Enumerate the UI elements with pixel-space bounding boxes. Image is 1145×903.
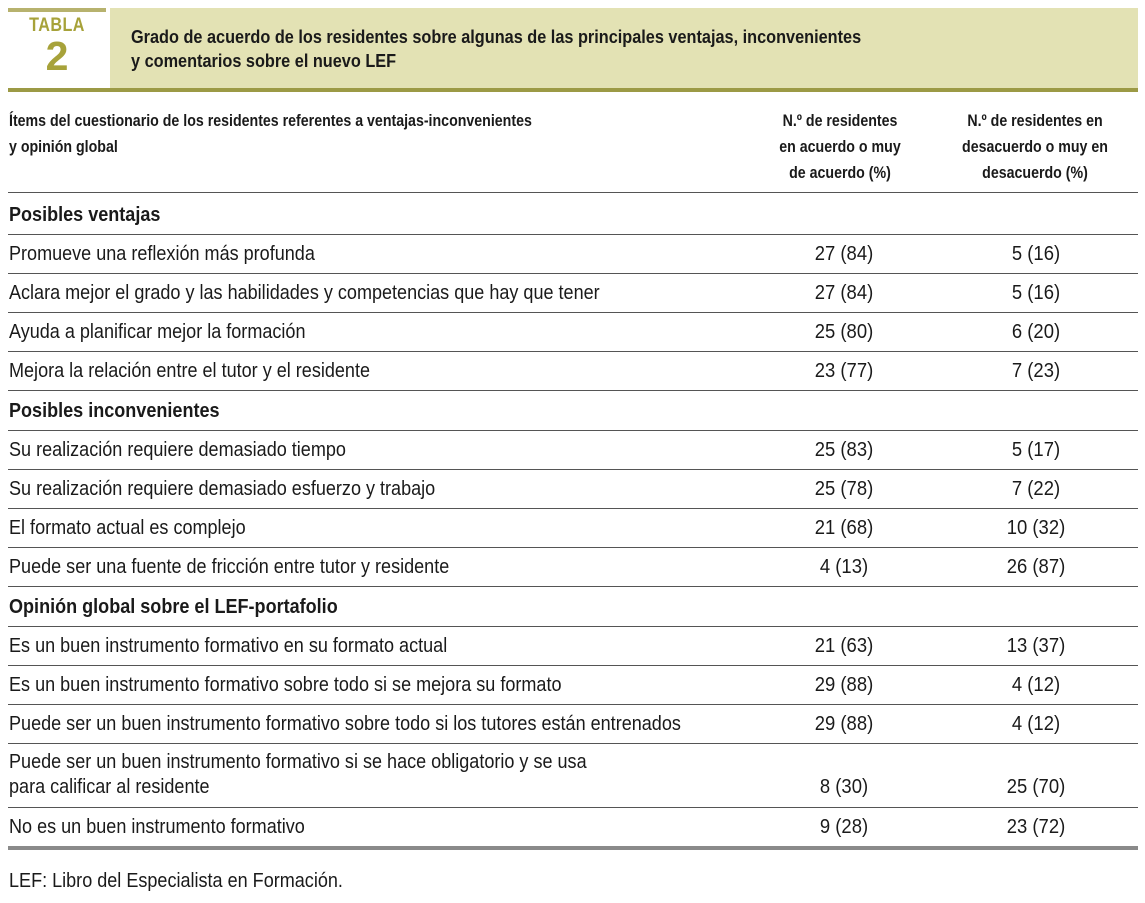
section-heading bbox=[0, 587, 1145, 626]
table-row bbox=[0, 808, 1145, 846]
row-agree-value: 25 (80) bbox=[814, 320, 874, 343]
row-item: Puede ser un buen instrumento formativo si se hace obligatorio y se usa bbox=[9, 750, 587, 773]
row-agree-value: 27 (84) bbox=[814, 281, 874, 304]
column-header-items bbox=[9, 108, 628, 160]
row-agree-value: 27 (84) bbox=[814, 242, 874, 265]
row-disagree-value: 26 (87) bbox=[1006, 555, 1066, 578]
table-row bbox=[0, 509, 1145, 547]
column-header-items-line1: Ítems del cuestionario de los residentes referentes a ventajas-inconvenientes bbox=[9, 112, 532, 130]
section-title: Posibles ventajas bbox=[9, 203, 161, 226]
row-item: Ayuda a planificar mejor la formación bbox=[9, 320, 306, 343]
row-item: Puede ser un buen instrumento formativo sobre todo si los tutores están entrenados bbox=[9, 712, 681, 735]
row-disagree-value: 5 (16) bbox=[1011, 242, 1061, 265]
section-heading bbox=[0, 391, 1145, 430]
table-title-line2: y comentarios sobre el nuevo LEF bbox=[131, 50, 397, 71]
table-header bbox=[8, 8, 1138, 88]
table-row bbox=[0, 235, 1145, 273]
row-disagree-value: 25 (70) bbox=[1006, 775, 1066, 798]
table-row bbox=[0, 313, 1145, 351]
table-bottom-rule bbox=[8, 846, 1138, 850]
column-header-items-line2: y opinión global bbox=[9, 138, 118, 156]
row-disagree-value: 5 (16) bbox=[1011, 281, 1061, 304]
section-heading bbox=[0, 193, 1145, 234]
table-badge-number: 2 bbox=[45, 33, 69, 79]
row-agree-value: 29 (88) bbox=[814, 712, 874, 735]
header-rule bbox=[8, 88, 1138, 92]
row-agree-value: 25 (83) bbox=[814, 438, 874, 461]
row-item: Aclara mejor el grado y las habilidades y competencias que hay que tener bbox=[9, 281, 600, 304]
row-disagree-value: 7 (22) bbox=[1011, 477, 1061, 500]
row-item-line2: para calificar al residente bbox=[9, 775, 210, 798]
column-header-disagree-line1: N.º de residentes en bbox=[967, 112, 1103, 130]
table-row bbox=[0, 274, 1145, 312]
row-agree-value: 8 (30) bbox=[819, 775, 869, 798]
table-row bbox=[0, 627, 1145, 665]
row-disagree-value: 6 (20) bbox=[1011, 320, 1061, 343]
section-title: Opinión global sobre el LEF-portafolio bbox=[9, 595, 338, 618]
row-item: El formato actual es complejo bbox=[9, 516, 246, 539]
table-title bbox=[131, 25, 1108, 73]
row-disagree-value: 4 (12) bbox=[1011, 712, 1061, 735]
column-header-agree-line3: de acuerdo (%) bbox=[789, 164, 891, 182]
row-disagree-value: 5 (17) bbox=[1011, 438, 1061, 461]
column-header-disagree-line3: desacuerdo (%) bbox=[982, 164, 1088, 182]
row-disagree-value: 4 (12) bbox=[1011, 673, 1061, 696]
row-agree-value: 4 (13) bbox=[819, 555, 869, 578]
table-row bbox=[0, 352, 1145, 390]
row-item: Su realización requiere demasiado esfuerzo y trabajo bbox=[9, 477, 436, 500]
column-header-disagree bbox=[945, 108, 1126, 186]
row-agree-value: 25 (78) bbox=[814, 477, 874, 500]
table-row bbox=[0, 705, 1145, 743]
table-row bbox=[0, 470, 1145, 508]
row-disagree-value: 13 (37) bbox=[1006, 634, 1066, 657]
table-row bbox=[0, 431, 1145, 469]
table-title-line1: Grado de acuerdo de los residentes sobre algunas de las principales ventajas, inconvenientes bbox=[131, 26, 862, 47]
row-agree-value: 21 (68) bbox=[814, 516, 874, 539]
row-item: Es un buen instrumento formativo sobre todo si se mejora su formato bbox=[9, 673, 562, 696]
table-row bbox=[0, 548, 1145, 586]
row-item: Su realización requiere demasiado tiempo bbox=[9, 438, 346, 461]
row-item: No es un buen instrumento formativo bbox=[9, 815, 305, 838]
table-row bbox=[0, 666, 1145, 704]
column-header-agree-line2: en acuerdo o muy bbox=[779, 138, 901, 156]
column-header-agree bbox=[754, 108, 926, 186]
row-agree-value: 9 (28) bbox=[819, 815, 869, 838]
table-badge-label: TABLA bbox=[29, 15, 85, 36]
row-disagree-value: 7 (23) bbox=[1011, 359, 1061, 382]
row-item: Es un buen instrumento formativo en su formato actual bbox=[9, 634, 448, 657]
row-item: Promueve una reflexión más profunda bbox=[9, 242, 315, 265]
table-row bbox=[0, 744, 1145, 807]
row-disagree-value: 10 (32) bbox=[1006, 516, 1066, 539]
table-badge bbox=[8, 8, 106, 88]
column-header-disagree-line2: desacuerdo o muy en bbox=[962, 138, 1108, 156]
column-header-agree-line1: N.º de residentes bbox=[782, 112, 898, 130]
row-item: Mejora la relación entre el tutor y el residente bbox=[9, 359, 370, 382]
row-agree-value: 23 (77) bbox=[814, 359, 874, 382]
table-footnote: LEF: Libro del Especialista en Formación. bbox=[9, 869, 343, 892]
row-agree-value: 21 (63) bbox=[814, 634, 874, 657]
row-agree-value: 29 (88) bbox=[814, 673, 874, 696]
row-disagree-value: 23 (72) bbox=[1006, 815, 1066, 838]
table-title-box bbox=[110, 8, 1138, 88]
row-item: Puede ser una fuente de fricción entre tutor y residente bbox=[9, 555, 450, 578]
section-title: Posibles inconvenientes bbox=[9, 399, 220, 422]
